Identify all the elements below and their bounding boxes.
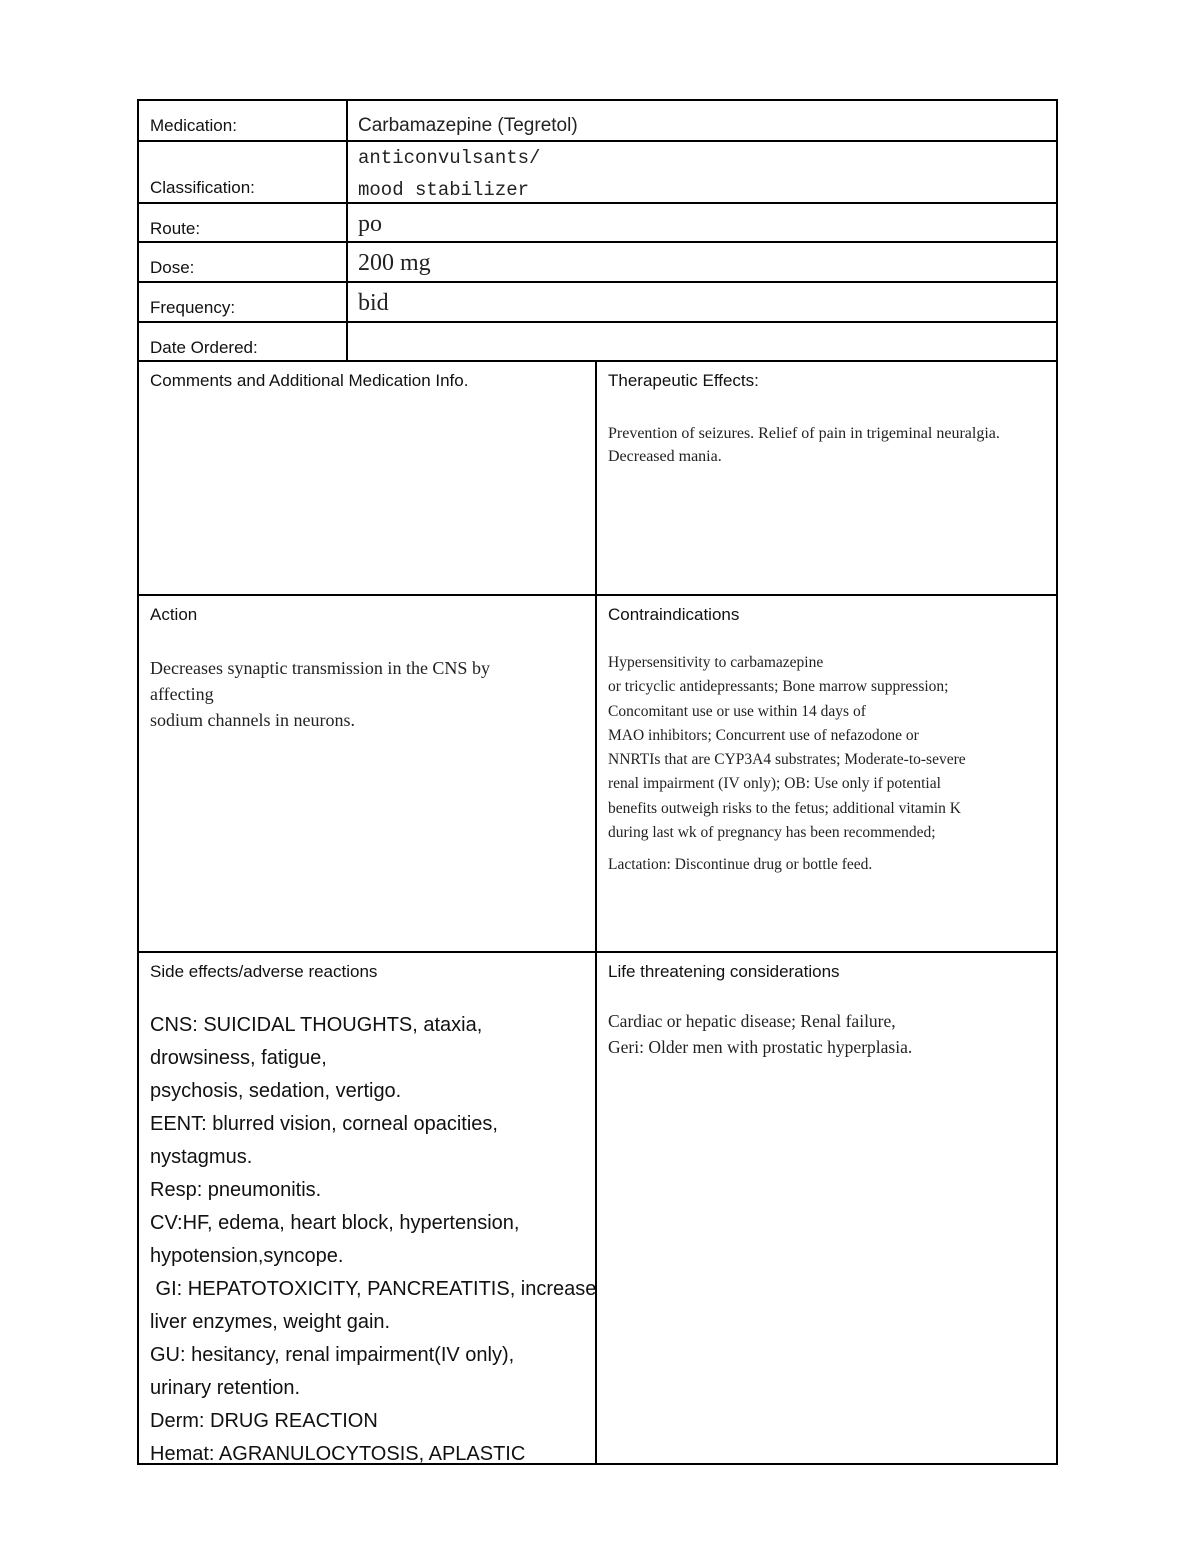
- dose-label: Dose:: [150, 258, 195, 277]
- life-threatening-heading: Life threatening considerations: [608, 962, 840, 981]
- side-effects-line: Derm: DRUG REACTION: [150, 1410, 378, 1432]
- comments-cell: [139, 362, 597, 596]
- dose-row: [139, 243, 1056, 283]
- action-cell: [139, 596, 597, 953]
- lactation-line: Lactation: Discontinue drug or bottle feed.: [608, 856, 873, 874]
- classification-value: [358, 142, 540, 206]
- contraindications-heading: Contraindications: [608, 605, 740, 624]
- side-effects-cell: [139, 953, 597, 1463]
- therapeutic-line: Prevention of seizures. Relief of pain in trigeminal neuralgia.: [608, 425, 1000, 442]
- comments-heading: Comments and Additional Medication Info.: [150, 371, 469, 390]
- action-line: Decreases synaptic transmission in the CNS by: [150, 658, 490, 678]
- side-effects-line: nystagmus.: [150, 1146, 253, 1168]
- side-effects-line: liver enzymes, weight gain.: [150, 1311, 391, 1333]
- side-effects-heading: Side effects/adverse reactions: [150, 962, 378, 981]
- row-divider: [346, 101, 348, 140]
- classification-line: anticonvulsants/: [358, 147, 541, 169]
- side-effects-list: [150, 1009, 596, 1471]
- therapeutic-heading: Therapeutic Effects:: [608, 371, 759, 390]
- therapeutic-cell: [597, 362, 1056, 596]
- side-effects-line: GU: hesitancy, renal impairment(IV only),: [150, 1344, 515, 1366]
- route-row: [139, 204, 1056, 243]
- side-effects-line: urinary retention.: [150, 1377, 301, 1399]
- route-label: Route:: [150, 219, 201, 238]
- contraindications-line: during last wk of pregnancy has been recommended;: [608, 824, 936, 842]
- frequency-label: Frequency:: [150, 298, 236, 317]
- life-threatening-line: Cardiac or hepatic disease; Renal failure,: [608, 1011, 896, 1031]
- contraindications-line: MAO inhibitors; Concurrent use of nefazodone or: [608, 726, 919, 744]
- action-heading: Action: [150, 605, 198, 624]
- side-effects-line: GI: HEPATOTOXICITY, PANCREATITIS, increase: [150, 1278, 597, 1300]
- life-threatening-text: [608, 1008, 912, 1060]
- contraindications-cell: [597, 596, 1056, 953]
- side-effects-line: CV:HF, edema, heart block, hypertension,: [150, 1212, 520, 1234]
- route-value: po: [358, 211, 382, 237]
- row-divider: [346, 323, 348, 360]
- therapeutic-line: Decreased mania.: [608, 448, 722, 465]
- action-text: [150, 655, 490, 733]
- contraindications-line: Concomitant use or use within 14 days of: [608, 702, 866, 720]
- medication-card: [137, 99, 1058, 1465]
- row-divider: [346, 204, 348, 241]
- classification-label: Classification:: [150, 178, 255, 197]
- side-effects-line: Resp: pneumonitis.: [150, 1179, 322, 1201]
- therapeutic-text: [608, 422, 1000, 468]
- medication-label: Medication:: [150, 116, 237, 135]
- side-effects-line: hypotension,syncope.: [150, 1245, 344, 1267]
- date-ordered-row: [139, 323, 1056, 362]
- action-line: sodium channels in neurons.: [150, 710, 355, 730]
- contraindications-line: Hypersensitivity to carbamazepine: [608, 654, 824, 671]
- side-effects-line: EENT: blurred vision, corneal opacities,: [150, 1113, 498, 1135]
- contraindications-line: renal impairment (IV only); OB: Use only if potential: [608, 775, 941, 793]
- contraindications-line: benefits outweigh risks to the fetus; additional vitamin K: [608, 799, 961, 817]
- medication-value: Carbamazepine (Tegretol): [358, 115, 578, 136]
- life-threatening-cell: [597, 953, 1056, 1463]
- row-divider: [346, 243, 348, 281]
- frequency-value: bid: [358, 290, 389, 316]
- side-effects-line: Hemat: AGRANULOCYTOSIS, APLASTIC: [150, 1443, 526, 1465]
- action-line: affecting: [150, 684, 214, 704]
- classification-line: mood stabilizer: [358, 179, 530, 201]
- side-effects-line: psychosis, sedation, vertigo.: [150, 1080, 402, 1102]
- contraindications-line: or tricyclic antidepressants; Bone marrow suppression;: [608, 678, 949, 696]
- row-divider: [346, 142, 348, 202]
- row-divider: [346, 283, 348, 321]
- dose-value: 200 mg: [358, 250, 431, 276]
- side-effects-line: drowsiness, fatigue,: [150, 1047, 327, 1069]
- date-ordered-label: Date Ordered:: [150, 338, 258, 357]
- life-threatening-line: Geri: Older men with prostatic hyperplasia.: [608, 1037, 913, 1057]
- side-effects-line: CNS: SUICIDAL THOUGHTS, ataxia,: [150, 1014, 483, 1036]
- frequency-row: [139, 283, 1056, 323]
- contraindications-text: [608, 651, 966, 878]
- contraindications-line: NNRTIs that are CYP3A4 substrates; Moderate-to-severe: [608, 751, 966, 769]
- classification-row: [139, 142, 1056, 204]
- medication-row: [139, 101, 1056, 142]
